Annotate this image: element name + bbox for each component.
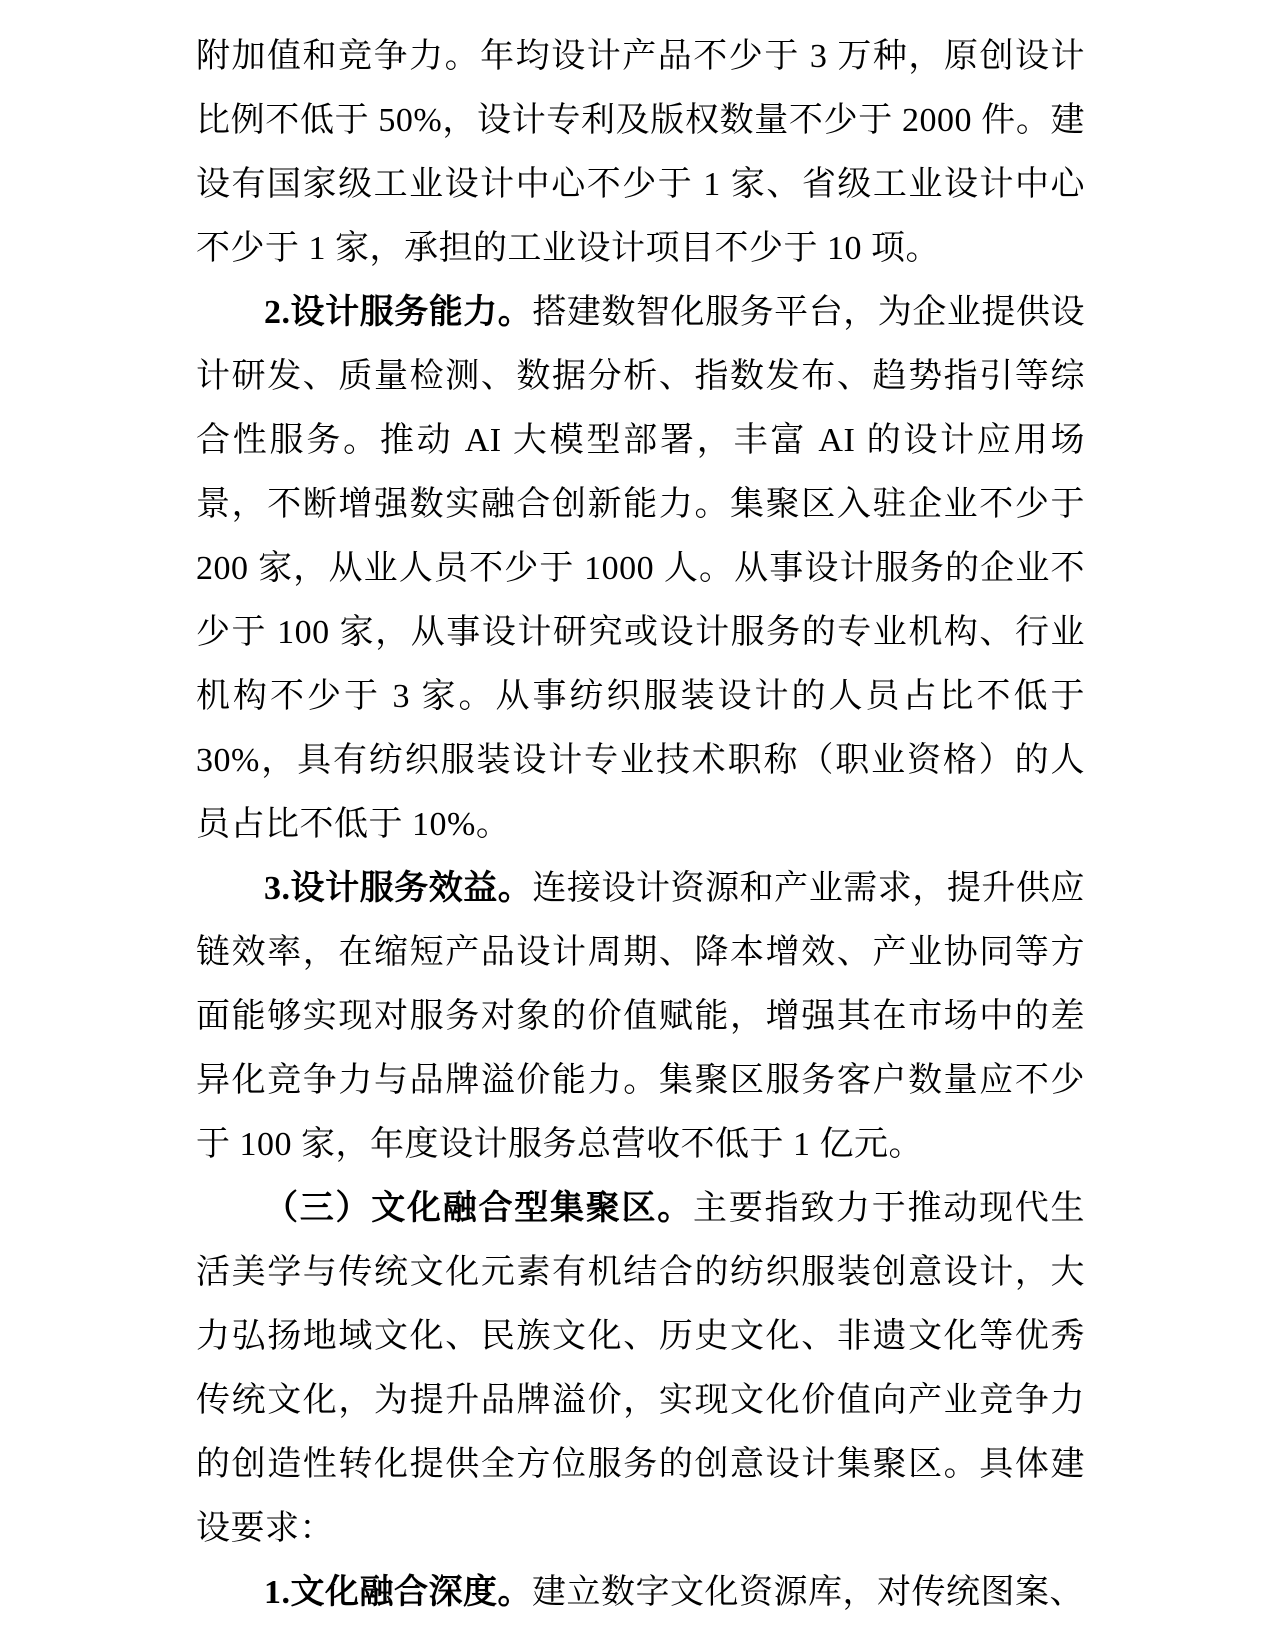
- paragraph-text: 主要指致力于推动现代生活美学与传统文化元素有机结合的纺织服装创意设计，大力弘扬地域文化、民族文化、历史文化、非遗文化等优秀传统文化，为提升品牌溢价，实现文化价值向产业竞争力的创造性转化提供全方位服务的创意设计集聚区。具体建设要求：: [196, 1190, 1085, 1547]
- paragraph-heading: 3.设计服务效益。: [264, 870, 533, 907]
- paragraph: [196, 1561, 1085, 1625]
- document-body: [196, 25, 1085, 1625]
- paragraph: [196, 1177, 1085, 1561]
- paragraph: [196, 25, 1085, 281]
- paragraph-heading: 2.设计服务能力。: [264, 294, 533, 331]
- paragraph-heading: 1.文化融合深度。: [264, 1574, 532, 1611]
- paragraph: [196, 857, 1085, 1177]
- paragraph-heading: （三）文化融合型集聚区。: [264, 1190, 693, 1227]
- paragraph-text: 连接设计资源和产业需求，提升供应链效率，在缩短产品设计周期、降本增效、产业协同等方面能够实现对服务对象的价值赋能，增强其在市场中的差异化竞争力与品牌溢价能力。集聚区服务客户数量应不少于 100 家，年度设计服务总营收不低于 1 亿元。: [196, 870, 1086, 1163]
- paragraph: [196, 281, 1085, 857]
- paragraph-text: 附加值和竞争力。年均设计产品不少于 3 万种，原创设计比例不低于 50%，设计专利及版权数量不少于 2000 件。建设有国家级工业设计中心不少于 1 家、省级工业设计中心不少于 1 家，承担的工业设计项目不少于 10 项。: [196, 38, 1085, 267]
- paragraph-text: 建立数字文化资源库，对传统图案、: [532, 1574, 1084, 1611]
- paragraph-text: 搭建数智化服务平台，为企业提供设计研发、质量检测、数据分析、指数发布、趋势指引等综合性服务。推动 AI 大模型部署，丰富 AI 的设计应用场景，不断增强数实融合创新能力。集聚区入驻企业不少于 200 家，从业人员不少于 1000 人。从事设计服务的企业不少于 100 家，从事设计研究或设计服务的专业机构、行业机构不少于 3 家。从事纺织服装设计的人员占比不低于 30%，具有纺织服装设计专业技术职称（职业资格）的人员占比不低于 10%。: [196, 294, 1086, 843]
